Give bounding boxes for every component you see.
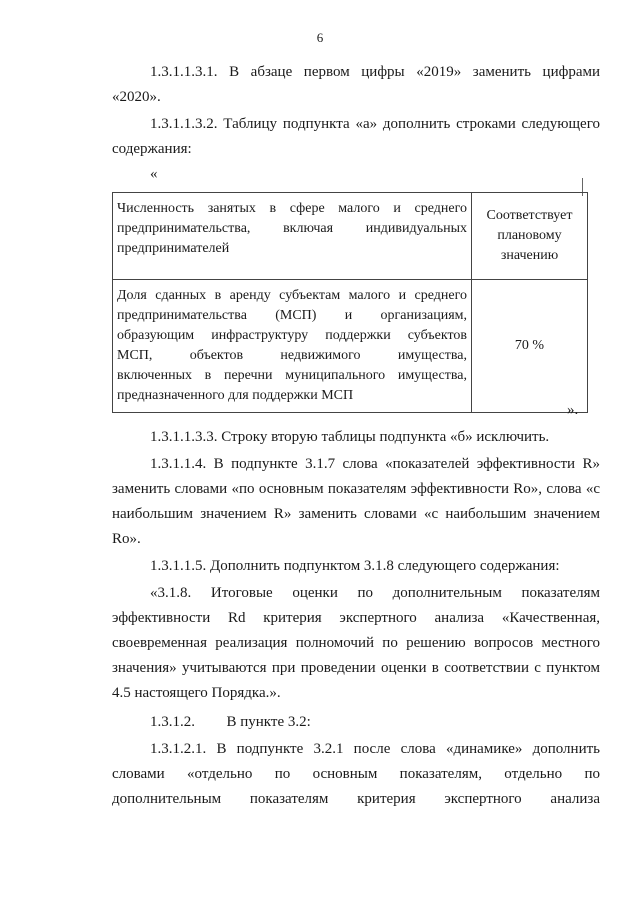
paragraph-7	[150, 710, 600, 735]
value-cell	[472, 193, 588, 280]
text-line: своевременная реализация полномочий по решению вопросов местного	[112, 635, 600, 651]
cell-line: МСП, объектов недвижимого имущества,	[117, 348, 467, 363]
text-line: 1.3.1.1.3.1. В абзаце первом цифры «2019» заменить цифрами	[150, 64, 600, 80]
text-line: 4.5 настоящего Порядка.».	[112, 685, 281, 701]
opening-quote: «	[150, 166, 158, 182]
text-line: дополнительным показателям критерия экспертного анализа	[112, 791, 600, 807]
cell-line: плановому	[497, 228, 562, 243]
value-cell: 70 %	[472, 280, 588, 413]
table-row	[113, 280, 588, 413]
page-number: 6	[316, 30, 324, 45]
text-line: содержания:	[112, 141, 192, 157]
text-line: «3.1.8. Итоговые оценки по дополнительным показателям	[150, 585, 600, 601]
text-line: 1.3.1.1.5. Дополнить подпунктом 3.1.8 следующего содержания:	[150, 558, 560, 574]
text-line: Ro».	[112, 531, 141, 547]
text-line: заменить словами «по основным показателям эффективности Ro», слова «с	[112, 481, 600, 497]
clause-text: В пункте 3.2:	[226, 714, 311, 730]
cell-line: предпринимательства (МСП) и организациям,	[117, 308, 467, 323]
paragraph-8	[112, 737, 600, 812]
paragraph-4	[112, 452, 600, 552]
table-row	[113, 193, 588, 280]
cell-line: Доля сданных в аренду субъектам малого и среднего	[117, 288, 467, 303]
text-line: 1.3.1.2.1. В подпункте 3.2.1 после слова «динамике» дополнить	[150, 741, 600, 757]
indicator-cell	[113, 193, 472, 280]
text-line: значения» учитываются при проведении оценки в соответствии с пунктом	[112, 660, 600, 676]
text-line: 1.3.1.1.4. В подпункте 3.1.7 слова «показателей эффективности R»	[150, 456, 600, 472]
text-line: «2020».	[112, 89, 161, 105]
paragraph-1	[112, 60, 600, 110]
inserted-rows-table	[112, 192, 588, 413]
text-line: наибольшим значением R» заменить словами «с наибольшим значением	[112, 506, 600, 522]
cell-line: предпринимателей	[117, 241, 230, 256]
cell-line: включенных в перечни муниципального имущества,	[117, 368, 467, 383]
cell-line: Соответствует	[486, 208, 573, 223]
text-line: 1.3.1.1.3.2. Таблицу подпункта «а» дополнить строками следующего	[150, 116, 600, 132]
closing-quote: ».	[567, 402, 579, 418]
paragraph-6	[112, 581, 600, 706]
clause-number: 1.3.1.2.	[150, 714, 195, 730]
cell-line: Численность занятых в сфере малого и среднего	[117, 201, 467, 216]
paragraph-5	[112, 554, 600, 579]
text-line: словами «отдельно по основным показателям, отдельно по	[112, 766, 600, 782]
cell-line: образующим инфраструктуру поддержки субъектов	[117, 328, 467, 343]
cell-line: предназначенного для поддержки МСП	[117, 388, 354, 403]
indicator-cell	[113, 280, 472, 413]
text-line: 1.3.1.1.3.3. Строку вторую таблицы подпункта «б» исключить.	[150, 429, 550, 445]
cell-line: значению	[500, 248, 559, 263]
cell-line: предпринимательства, включая индивидуальных	[117, 221, 467, 236]
paragraph-2	[112, 112, 600, 162]
text-line: эффективности Rd критерия экспертного анализа «Качественная,	[112, 610, 600, 626]
paragraph-3	[112, 425, 600, 450]
